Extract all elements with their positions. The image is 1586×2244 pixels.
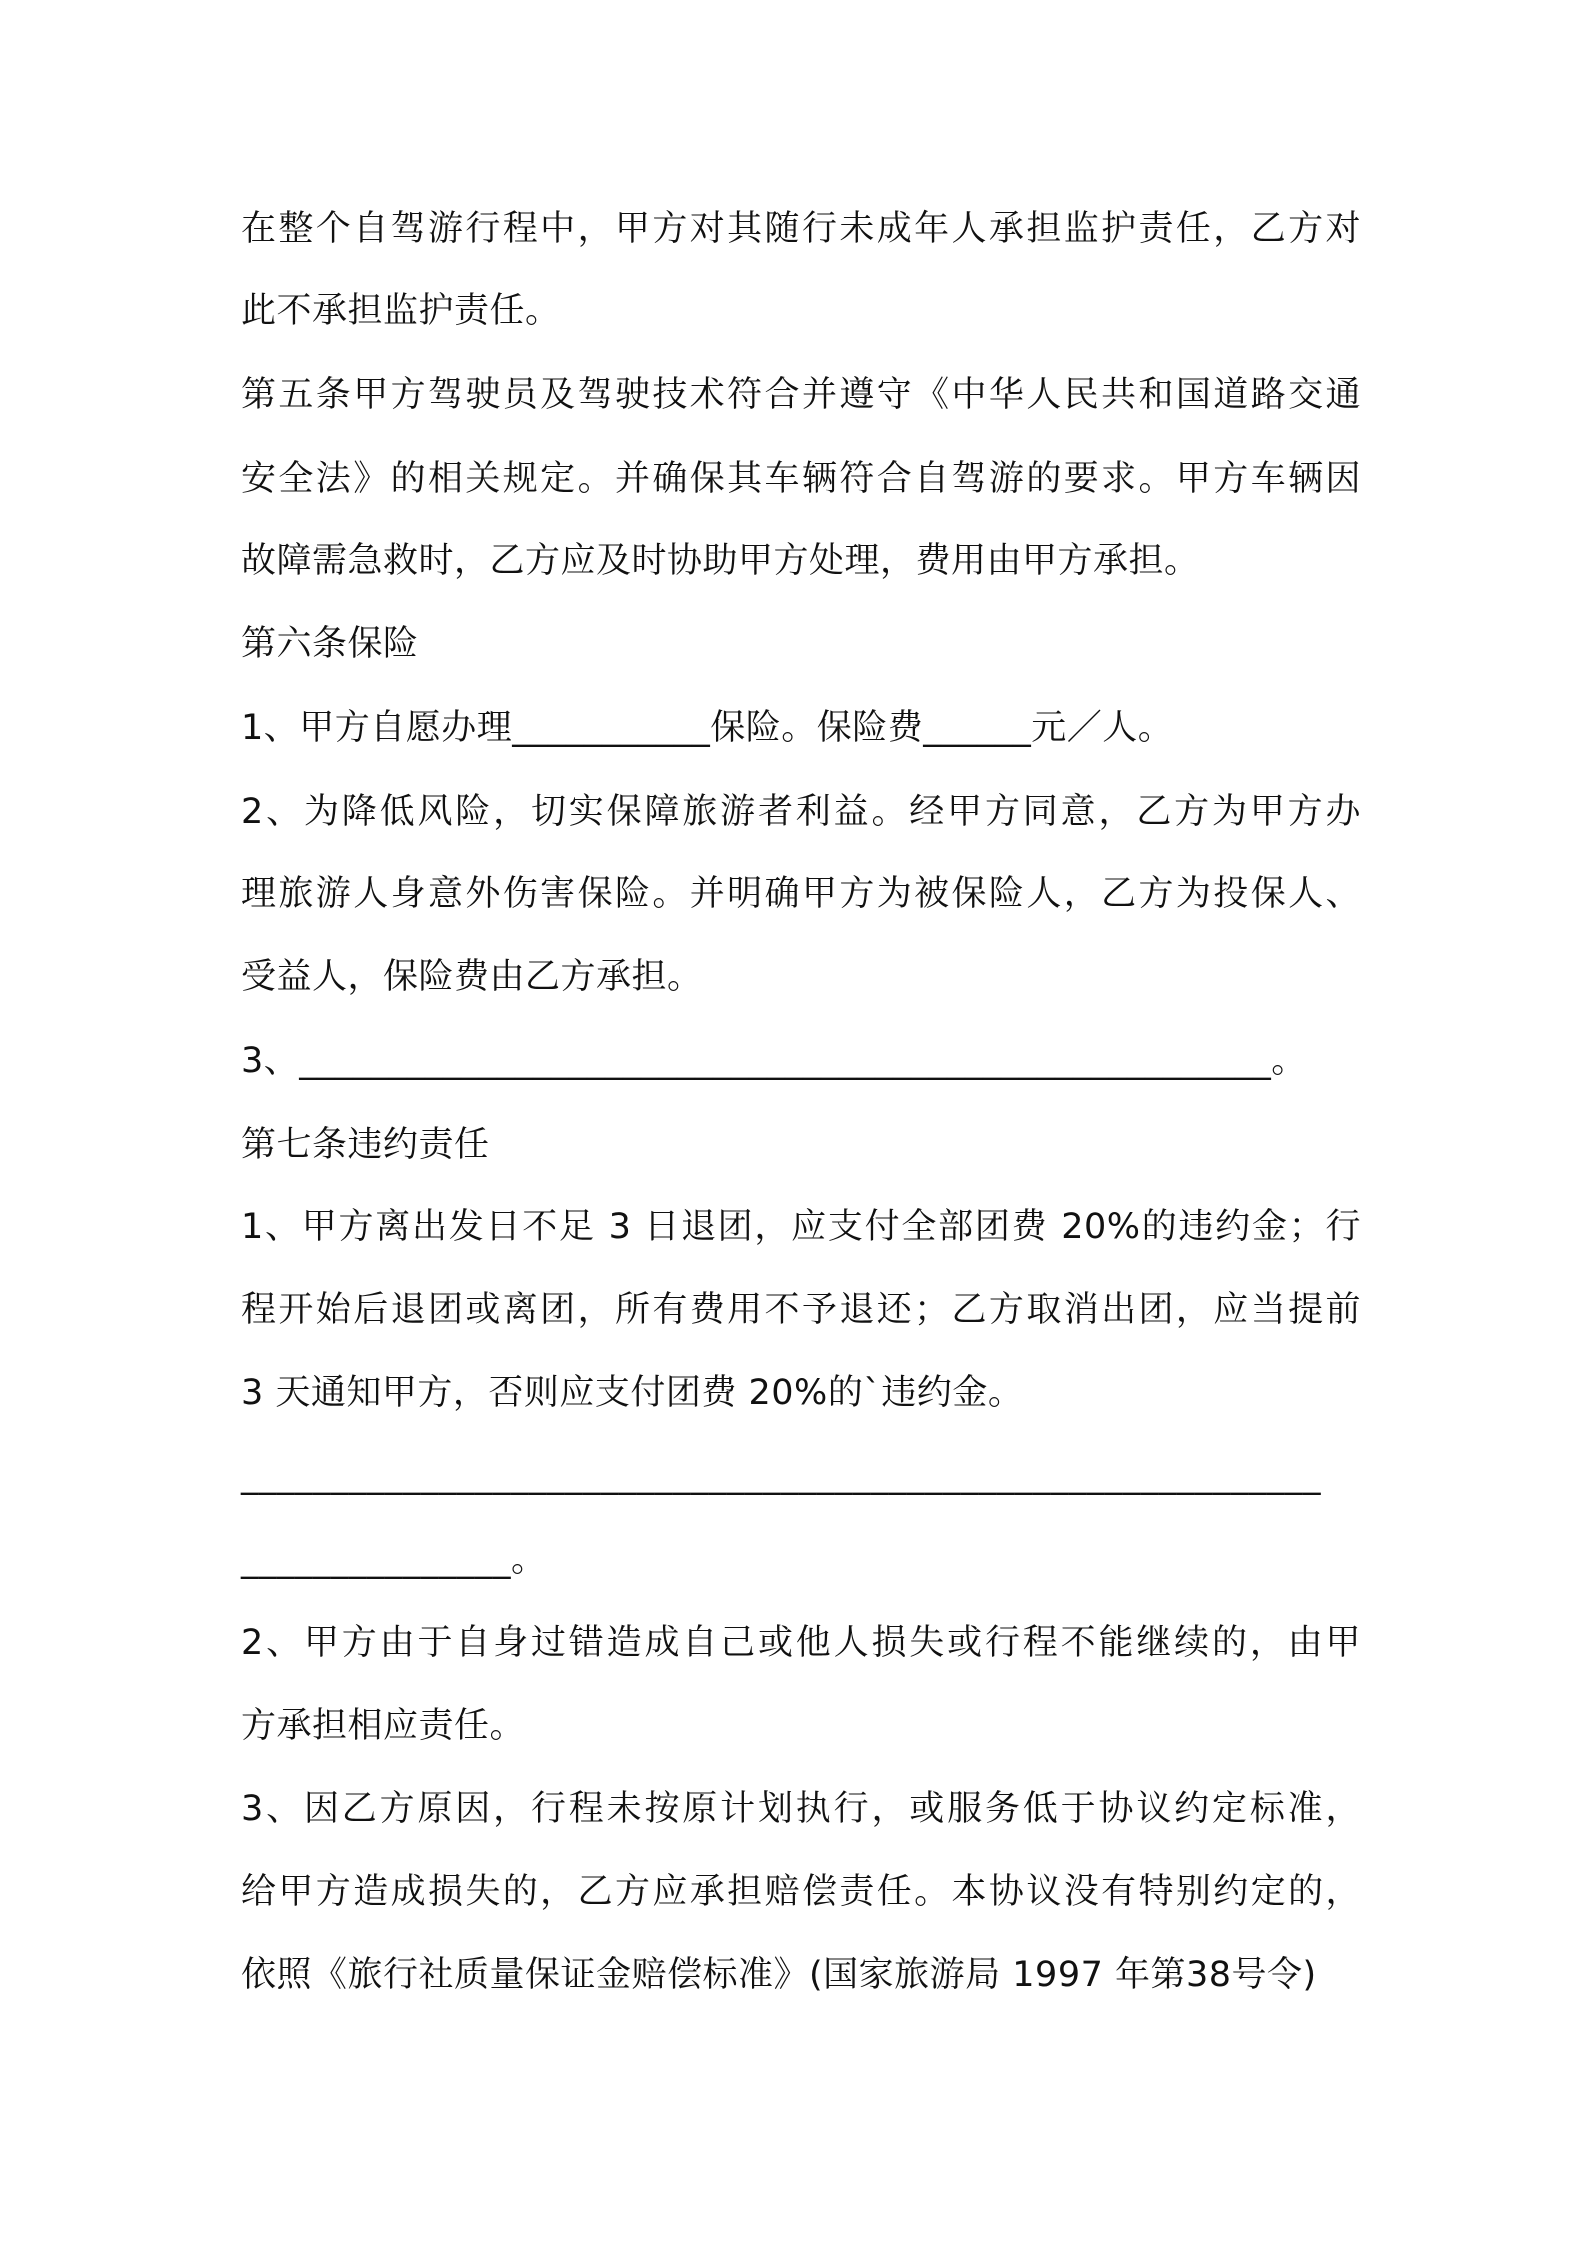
insurance-item-3: 3、______________________________________________________。 <box>241 1041 1307 1081</box>
article-5-line: 第五条甲方驾驶员及驾驶技术符合并遵守《中华人民共和国道路交通 <box>241 375 1361 415</box>
paragraph-line: 此不承担监护责任。 <box>241 291 561 331</box>
article-5-line: 安全法》的相关规定。并确保其车辆符合自驾游的要求。甲方车辆因 <box>241 459 1361 499</box>
liability-item-1-line: 程开始后退团或离团，所有费用不予退还；乙方取消出团，应当提前 <box>241 1290 1361 1330</box>
liability-item-3-line: 依照《旅行社质量保证金赔偿标准》(国家旅游局 1997 年第38号令) <box>241 1955 1317 1995</box>
article-5-line: 故障需急救时，乙方应及时协助甲方处理，费用由甲方承担。 <box>241 541 1200 581</box>
insurance-item-2-line: 理旅游人身意外伤害保险。并明确甲方为被保险人，乙方为投保人、 <box>241 874 1361 914</box>
liability-item-2-line: 方承担相应责任。 <box>241 1706 526 1746</box>
liability-item-2-line: 2、甲方由于自身过错造成自己或他人损失或行程不能继续的，由甲 <box>241 1623 1361 1663</box>
paragraph-line: 在整个自驾游行程中，甲方对其随行未成年人承担监护责任，乙方对 <box>241 209 1361 249</box>
insurance-item-2-line: 受益人，保险费由乙方承担。 <box>241 957 703 997</box>
liability-item-1-line: 1、甲方离出发日不足 3 日退团，应支付全部团费 20%的违约金；行 <box>241 1207 1361 1247</box>
liability-item-3-line: 3、因乙方原因，行程未按原计划执行，或服务低于协议约定标准， <box>241 1789 1361 1829</box>
blank-fill-line: ____________________________________________________________ <box>241 1456 1321 1496</box>
article-6-heading: 第六条保险 <box>241 624 419 664</box>
blank-fill-line: _______________。 <box>241 1540 547 1580</box>
insurance-item-2-line: 2、为降低风险，切实保障旅游者利益。经甲方同意，乙方为甲方办 <box>241 792 1361 832</box>
insurance-item-1: 1、甲方自愿办理___________保险。保险费______元／人。 <box>241 708 1174 748</box>
liability-item-3-line: 给甲方造成损失的，乙方应承担赔偿责任。本协议没有特别约定的， <box>241 1872 1361 1912</box>
liability-item-1-line: 3 天通知甲方，否则应支付团费 20%的`违约金。 <box>241 1373 1024 1413</box>
article-7-heading: 第七条违约责任 <box>241 1125 490 1165</box>
